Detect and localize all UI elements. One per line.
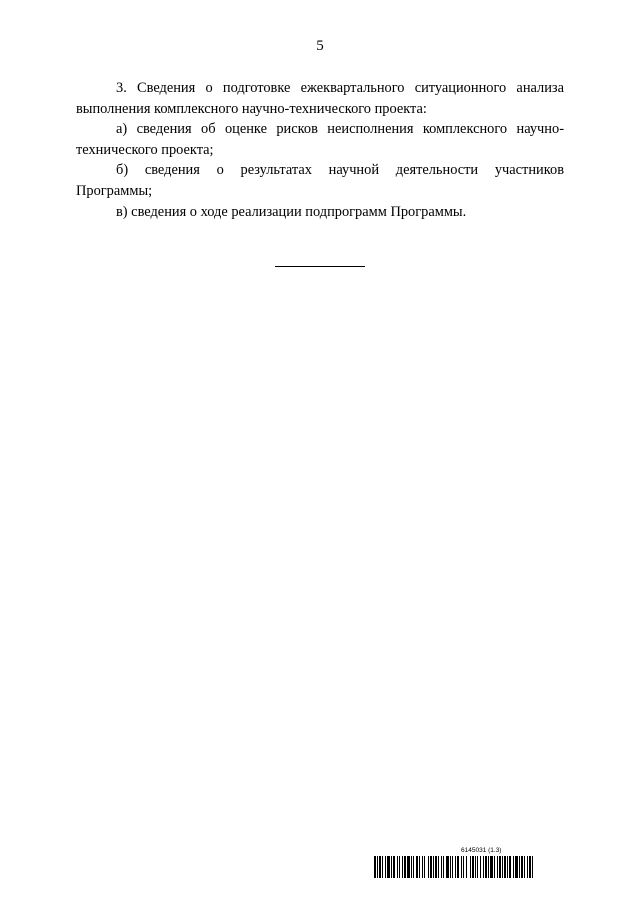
paragraph-3a: а) сведения об оценке рисков неисполнения комплексного научно-технического проекта;: [76, 121, 564, 158]
end-separator-line: [275, 266, 365, 267]
page-number: 5: [316, 38, 324, 54]
barcode-label: 6145031 (1.3): [461, 847, 502, 854]
paragraph-3: 3. Сведения о подготовке ежеквартального ситуационного анализа выполнения комплексного научно-технического проекта:: [76, 80, 564, 117]
barcode-image: [374, 856, 590, 878]
paragraph-3b: б) сведения о результатах научной деятельности участников Программы;: [76, 162, 564, 199]
document-body: [76, 78, 564, 222]
paragraph-3c: в) сведения о ходе реализации подпрограмм Программы.: [116, 203, 467, 220]
